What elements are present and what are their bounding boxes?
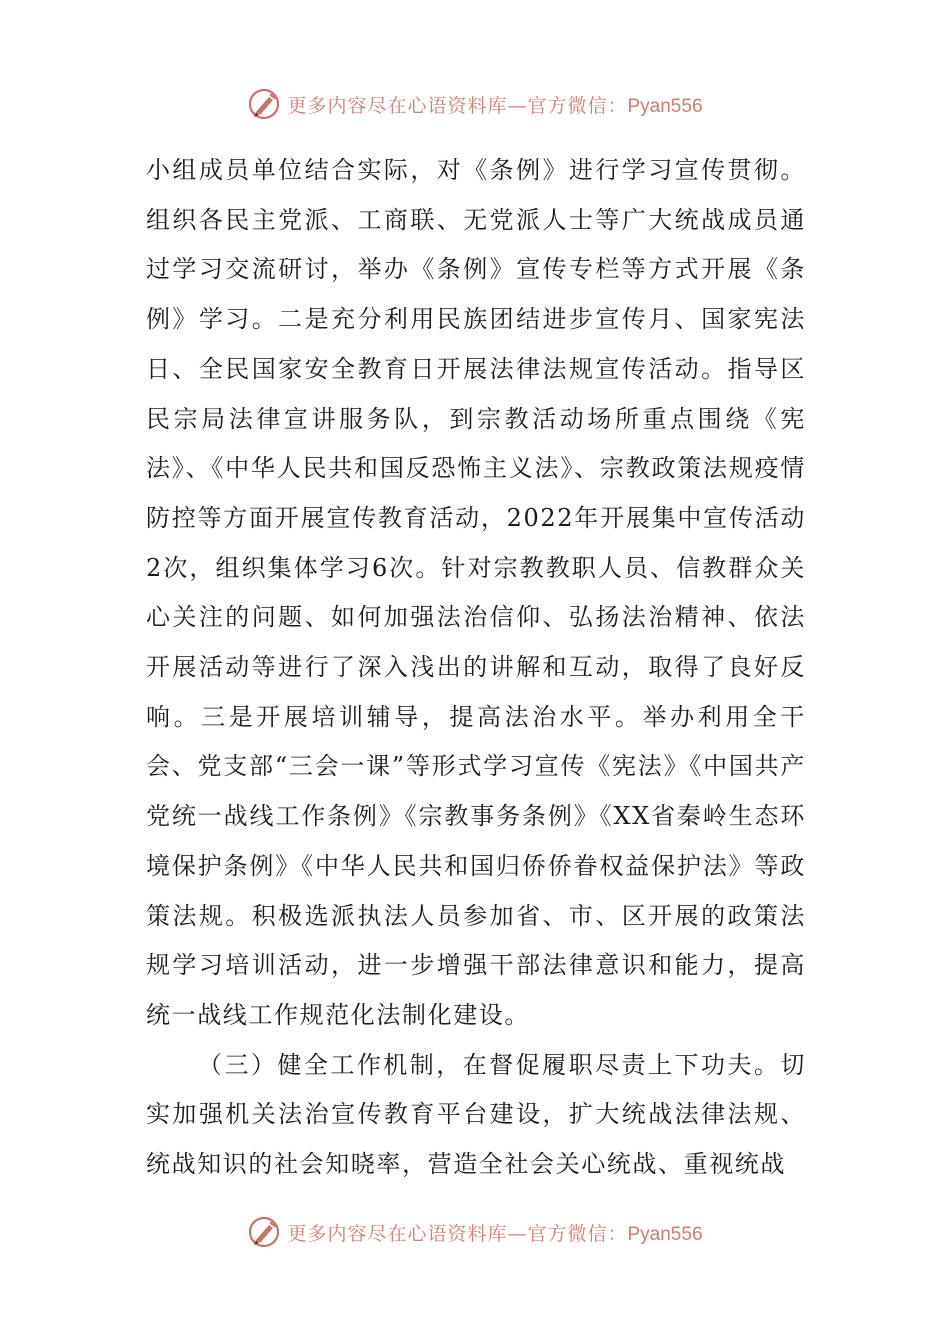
body-paragraph-1: 小组成员单位结合实际，对《条例》进行学习宣传贯彻。组织各民主党派、工商联、无党派人士等广大统战成员通过学习交流研讨，举办《条例》宣传专栏等方式开展《条例》学习。二是充分利用民族团结进步宣传月、国家宪法日、全民国家安全教育日开展法律法规宣传活动。指导区民宗局法律宣讲服务队，到宗教活动场所重点围绕《宪法》、《中华人民共和国反恐怖主义法》、宗教政策法规疫情防控等方面开展宣传教育活动，2022年开展集中宣传活动2次，组织集体学习6次。针对宗教教职人员、信教群众关心关注的问题、如何加强法治信仰、弘扬法治精神、依法开展活动等进行了深入浅出的讲解和互动，取得了良好反响。三是开展培训辅导，提高法治水平。举办利用全干会、党支部“三会一课”等形式学习宣传《宪法》《中国共产党统一战线工作条例》《宗教事务条例》《XX省秦岭生态环境保护条例》《中华人民共和国归侨侨眷权益保护法》等政策法规。积极选派执法人员参加省、市、区开展的政策法规学习培训活动，进一步增强干部法律意识和能力，提高统一战线工作规范化法制化建设。: [146, 156, 806, 1029]
pen-logo-icon: [247, 1215, 281, 1249]
body-paragraph-2: （三）健全工作机制，在督促履职尽责上下功夫。切实加强机关法治宣传教育平台建设，扩大统战法律法规、统战知识的社会知晓率，营造全社会关心统战、重视统战: [146, 1050, 806, 1179]
pen-logo-icon: [247, 87, 281, 121]
footer-watermark: [0, 1212, 950, 1252]
watermark-text: 更多内容尽在心语资料库—官方微信：Pyan556: [287, 94, 703, 117]
document-body: [146, 146, 806, 1190]
header-watermark: [0, 84, 950, 124]
watermark-text: 更多内容尽在心语资料库—官方微信：Pyan556: [287, 1222, 703, 1245]
